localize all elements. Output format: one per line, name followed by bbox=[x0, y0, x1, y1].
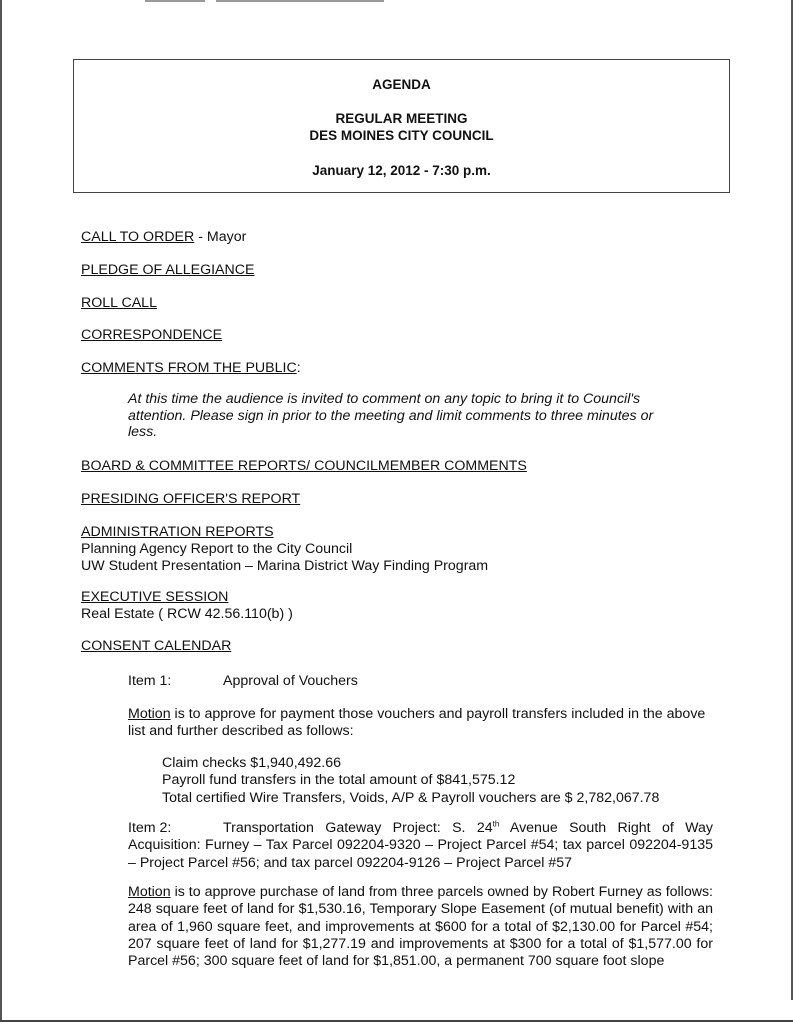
admin-report-item: Planning Agency Report to the City Council bbox=[81, 541, 353, 557]
section-heading: PRESIDING OFFICER'S REPORT bbox=[81, 491, 301, 507]
section-heading: CALL TO ORDER bbox=[81, 229, 195, 245]
item-label: Item 1: bbox=[128, 673, 172, 689]
section-roll-call bbox=[81, 295, 157, 312]
section-call-to-order bbox=[81, 229, 246, 246]
public-comments-text: At this time the audience is invited to comment on any topic to bring it to Council's attention. Please sign in prior to the meeting and limit comments to three minutes or less. bbox=[128, 391, 654, 440]
section-correspondence bbox=[81, 327, 222, 344]
item-title-post: Avenue South Right of Way Acquisition: Furney – Tax Parcel 092204-9320 – Project Parcel #54; tax parcel 092204-9135 – Project Parcel #56; and tax parcel 092204-9126 – Project Parcel #57 bbox=[128, 820, 713, 871]
meeting-heading bbox=[74, 110, 729, 144]
section-board-reports bbox=[81, 458, 527, 475]
voucher-details bbox=[162, 755, 659, 807]
section-heading: ROLL CALL bbox=[81, 295, 157, 311]
consent-item-1-header bbox=[128, 673, 358, 690]
section-heading: PLEDGE OF ALLEGIANCE bbox=[81, 262, 255, 278]
voucher-detail-line: Claim checks $1,940,492.66 bbox=[162, 755, 342, 771]
motion-label: Motion bbox=[128, 884, 171, 900]
admin-report-item: UW Student Presentation – Marina District Way Finding Program bbox=[81, 558, 489, 574]
section-consent-calendar bbox=[81, 638, 231, 655]
section-heading: COMMENTS FROM THE PUBLIC bbox=[81, 360, 297, 376]
section-heading: ADMINISTRATION REPORTS bbox=[81, 524, 274, 540]
section-heading: CORRESPONDENCE bbox=[81, 327, 223, 343]
top-rule-fragment bbox=[145, 0, 205, 2]
section-heading: EXECUTIVE SESSION bbox=[81, 589, 229, 605]
section-pledge bbox=[81, 262, 254, 279]
page-edge-left bbox=[0, 0, 2, 1020]
section-heading: BOARD & COMMITTEE REPORTS/ COUNCILMEMBER COMMENTS bbox=[81, 458, 527, 474]
item-title-superscript: th bbox=[492, 819, 500, 829]
page-edge-bottom bbox=[0, 1020, 793, 1022]
section-suffix: - Mayor bbox=[194, 229, 247, 245]
section-administration-reports bbox=[81, 524, 488, 575]
consent-item-1-motion bbox=[128, 706, 713, 741]
executive-session-item: Real Estate ( RCW 42.56.110(b) ) bbox=[81, 606, 293, 622]
section-public-comments bbox=[81, 360, 301, 377]
top-rule-fragment bbox=[216, 0, 384, 2]
section-suffix: : bbox=[296, 360, 301, 376]
section-heading: CONSENT CALENDAR bbox=[81, 638, 232, 654]
motion-text: is to approve purchase of land from three parcels owned by Robert Furney as follows: 248 square feet of land for $1,530.16, Temporary Slope Easement (of mutual benefit) with an area of 1,960 square feet, and improvements at $600 for a total of $2,130.00 for Parcel #54; 207 square feet of land for $1,277.19 and improvements at $300 for a total of $1,577.00 for Parcel #56; 300 square feet of land for $1,851.00, a permanent 700 square foot slope bbox=[128, 884, 713, 970]
meeting-type: REGULAR MEETING bbox=[335, 111, 468, 126]
council-name: DES MOINES CITY COUNCIL bbox=[309, 128, 494, 143]
section-executive-session bbox=[81, 589, 293, 623]
motion-label: Motion bbox=[128, 706, 171, 722]
item-title: Approval of Vouchers bbox=[223, 673, 358, 689]
consent-item-2-motion bbox=[128, 884, 713, 970]
motion-text: is to approve for payment those vouchers and payroll transfers included in the above list and further described as follows: bbox=[128, 706, 706, 740]
agenda-title-box bbox=[73, 59, 730, 193]
item-label: Item 2: bbox=[128, 820, 172, 836]
voucher-detail-line: Total certified Wire Transfers, Voids, A/P & Payroll vouchers are $ 2,782,067.78 bbox=[162, 789, 660, 806]
agenda-title: AGENDA bbox=[372, 77, 431, 92]
item-title-pre: Transportation Gateway Project: S. 24 bbox=[223, 820, 493, 836]
consent-item-2-header bbox=[128, 820, 713, 872]
voucher-detail-line: Payroll fund transfers in the total amount of $841,575.12 bbox=[162, 772, 516, 789]
meeting-date-time: January 12, 2012 - 7:30 p.m. bbox=[312, 163, 491, 178]
section-presiding-officer bbox=[81, 491, 300, 508]
